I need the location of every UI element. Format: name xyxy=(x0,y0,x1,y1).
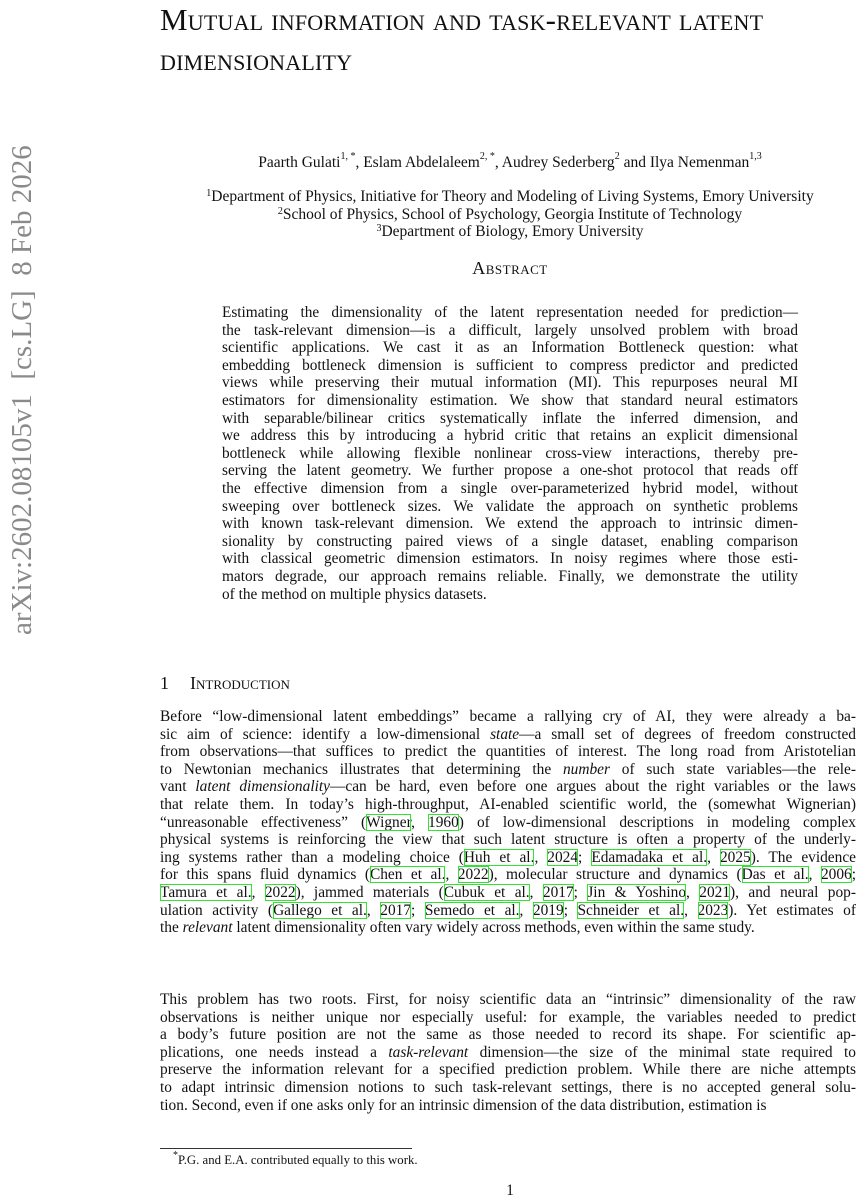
abstract-line: embedding bottleneck dimension is sufficient to compress predictor and predicted xyxy=(222,356,798,374)
body-text: ), jammed materials ( xyxy=(295,883,444,901)
emphasized-text: latent dimensionality xyxy=(195,778,330,796)
text-line xyxy=(160,1044,856,1062)
body-text: This problem has two roots. First, for noisy scientific data an “intrinsic” dimensionality of the raw xyxy=(160,991,856,1008)
text-line xyxy=(160,991,856,1009)
citation-link[interactable]: 2006 xyxy=(820,866,852,884)
text-line xyxy=(160,1079,856,1097)
paragraph xyxy=(160,708,856,937)
body-text: , xyxy=(808,866,821,884)
text-line xyxy=(160,796,856,814)
text-line xyxy=(160,726,856,744)
abstract-line: bottleneck while allowing flexible nonlinear cross-view interactions, thereby pre- xyxy=(222,444,798,462)
body-text: ulation activity ( xyxy=(160,901,274,919)
affiliation-text: School of Physics, School of Psychology, Georgia Institute of Technology xyxy=(282,205,743,223)
body-text: , xyxy=(534,848,548,866)
body-text: preserve the information relevant for a specified prediction problem. While there are niche attempts xyxy=(160,1061,856,1079)
emphasized-text: relevant xyxy=(182,919,233,937)
body-text: dimension—the size of the minimal state required to xyxy=(468,1043,856,1061)
author-name: Audrey Sederberg xyxy=(501,154,615,171)
body-text: —can be hard, even before one argues about the right variables or the laws xyxy=(329,778,856,796)
affiliation-line xyxy=(160,206,860,224)
body-text: sic aim of science: identify a low-dimensional xyxy=(160,725,491,743)
body-text: ), molecular structure and dynamics ( xyxy=(488,866,742,884)
author-separator: and xyxy=(619,154,650,171)
text-line xyxy=(160,884,856,902)
citation-link[interactable]: 2023 xyxy=(697,901,729,919)
section-title: Introduction xyxy=(190,673,290,693)
body-text: “unreasonable effectiveness” ( xyxy=(160,813,367,831)
affiliation-line xyxy=(160,188,860,206)
author-affiliation-mark: 2 xyxy=(614,151,620,162)
body-text: , xyxy=(686,883,700,901)
body-text: , xyxy=(366,901,381,919)
citation-link[interactable]: Edamadaka et al. xyxy=(591,848,708,866)
body-text: to Newtonian mechanics illustrates that determining the xyxy=(160,760,563,778)
emphasized-text: number xyxy=(562,760,610,778)
citation-link[interactable]: Schneider et al. xyxy=(577,901,685,919)
text-line xyxy=(160,866,856,884)
arxiv-identifier: arXiv:2602.08105v1 [cs.LG] 8 Feb 2026 xyxy=(6,145,38,635)
body-text: latent dimensionality often vary widely across methods, even within the same study. xyxy=(232,919,755,937)
body-text: ; xyxy=(851,866,856,884)
emphasized-text: task-relevant xyxy=(388,1043,469,1061)
author-affiliation-mark: 1, * xyxy=(340,151,356,162)
text-line xyxy=(160,1061,856,1079)
text-line xyxy=(160,708,856,726)
body-text: a body’s future position are not the same as those needed to record its shape. For scientific ap- xyxy=(160,1026,856,1044)
title-line-2: dimensionality xyxy=(160,42,353,77)
body-text: , xyxy=(707,848,720,866)
author-affiliation-mark: 2, * xyxy=(479,151,495,162)
paper-title xyxy=(160,0,860,80)
affiliation-mark: 2 xyxy=(277,205,283,217)
body-text: ), and neural pop- xyxy=(730,883,856,901)
citation-link[interactable]: Wigner xyxy=(366,813,412,831)
body-text: observations is neither unique nor especially useful: for example, the variables needed to predict xyxy=(160,1008,856,1026)
text-line xyxy=(160,1097,856,1115)
abstract-line: with known task-relevant dimension. We extend the approach to intrinsic dimen- xyxy=(222,515,798,533)
citation-link[interactable]: Jin & Yoshino xyxy=(587,883,687,901)
text-line xyxy=(160,902,856,920)
abstract-line: mators degrade, our approach remains reliable. Finally, we demonstrate the utility xyxy=(222,567,798,585)
abstract-line: of the method on multiple physics datasets. xyxy=(222,585,487,603)
section-number: 1 xyxy=(160,673,169,693)
footnote-mark: * xyxy=(173,1150,178,1161)
body-text: , xyxy=(411,813,428,831)
affiliation-text: Department of Physics, Initiative for Theory and Modeling of Living Systems, Emory University xyxy=(211,188,814,205)
citation-link[interactable]: Semedo et al. xyxy=(424,901,520,919)
abstract-line: estimators for dimensionality estimation. We show that standard neural estimators xyxy=(222,391,798,409)
abstract-line: we address this by introducing a hybrid critic that retains an explicit dimensional xyxy=(222,427,798,445)
citation-link[interactable]: 2017 xyxy=(542,883,574,901)
text-line xyxy=(160,743,856,761)
body-text: that relate them. In today’s high-throughput, AI-enabled scientific world, the (somewhat Wignerian) xyxy=(160,795,856,813)
body-text: , xyxy=(684,901,698,919)
footnote-text: P.G. and E.A. contributed equally to this work. xyxy=(178,1153,418,1167)
abstract-body xyxy=(222,304,798,603)
author-affiliation-mark: 1,3 xyxy=(749,151,762,162)
text-line xyxy=(160,778,856,796)
abstract-line: with separable/bilinear critics systematically inflate the inferred dimension, and xyxy=(222,409,798,427)
body-text: , xyxy=(445,866,458,884)
abstract-line: with classical geometric dimension estimators. In noisy regimes where those esti- xyxy=(222,550,798,568)
text-line xyxy=(160,1026,856,1044)
body-text: ; xyxy=(578,848,592,866)
citation-link[interactable]: 2024 xyxy=(547,848,579,866)
paragraph xyxy=(160,991,856,1114)
author-list xyxy=(160,151,860,172)
text-line xyxy=(160,814,856,832)
citation-link[interactable]: 2022 xyxy=(264,883,296,901)
affiliation-mark: 1 xyxy=(206,188,212,199)
citation-link[interactable]: Gallego et al. xyxy=(273,901,367,919)
body-text: ) of low-dimensional descriptions in modeling complex xyxy=(458,813,857,831)
body-text: for this spans fluid dynamics ( xyxy=(160,866,370,884)
body-text: ; xyxy=(563,901,578,919)
text-line xyxy=(160,1009,856,1027)
title-line-1: Mutual information and task-relevant latent xyxy=(160,2,764,37)
citation-link[interactable]: Chen et al. xyxy=(369,866,446,884)
author-name: Paarth Gulati xyxy=(258,154,341,171)
text-line xyxy=(160,919,856,937)
footnote-rule xyxy=(160,1148,412,1149)
abstract-line: views while preserving their mutual information (MI). This repurposes neural MI xyxy=(222,374,798,392)
abstract-line: the task-relevant dimension—is a difficult, largely unsolved problem with broad xyxy=(222,321,798,339)
emphasized-text: state xyxy=(490,725,520,743)
body-text: ing systems rather than a modeling choice ( xyxy=(160,848,464,866)
citation-link[interactable]: Tamura et al. xyxy=(160,883,252,901)
abstract-line: sweeping over bottleneck sizes. We validate the approach on synthetic problems xyxy=(222,497,798,515)
citation-link[interactable]: 2017 xyxy=(380,901,412,919)
body-text: ). The evidence xyxy=(750,848,857,866)
abstract-line: Estimating the dimensionality of the latent representation needed for prediction— xyxy=(222,304,798,321)
author-name: Eslam Abdelaleem xyxy=(363,154,480,171)
abstract-heading: Abstract xyxy=(472,258,548,278)
body-text: , xyxy=(519,901,533,919)
citation-link[interactable]: Cubuk et al. xyxy=(443,883,530,901)
citation-link[interactable]: 2022 xyxy=(457,866,489,884)
footnote xyxy=(173,1150,418,1168)
citation-link[interactable]: Huh et al. xyxy=(463,848,535,866)
body-text: to adapt intrinsic dimension notions to such task-relevant settings, there is no accepted general solu- xyxy=(160,1078,856,1096)
body-text: from observations—that suffices to predict the quantities of interest. The long road from Aristotelian xyxy=(160,743,856,761)
text-line xyxy=(160,849,856,867)
abstract-line: sionality by constructing paired views of a single dataset, enabling comparison xyxy=(222,532,798,550)
abstract-line: the effective dimension from a single over-parameterized hybrid model, without xyxy=(222,479,798,497)
abstract-line: serving the latent geometry. We further propose a one-shot protocol that reads off xyxy=(222,462,798,480)
page-number: 1 xyxy=(506,1182,514,1199)
citation-link[interactable]: 2019 xyxy=(532,901,564,919)
body-text: ). Yet estimates of xyxy=(728,901,857,919)
author-separator: , xyxy=(494,154,502,171)
affiliation-text: Department of Biology, Emory University xyxy=(381,223,644,240)
body-text: tion. Second, even if one asks only for an intrinsic dimension of the data distribution, estimation is xyxy=(160,1096,767,1114)
body-text: of such state variables—the rele- xyxy=(609,760,857,778)
body-text: , xyxy=(529,883,543,901)
citation-link[interactable]: 2025 xyxy=(719,848,751,866)
author-separator: , xyxy=(355,154,364,171)
body-text: Before “low-dimensional latent embeddings” became a rallying cry of AI, they were already a ba- xyxy=(160,708,856,725)
text-line xyxy=(160,761,856,779)
body-text: plications, one needs instead a xyxy=(160,1043,389,1061)
citation-link[interactable]: 2021 xyxy=(699,883,731,901)
body-text: —a small set of degrees of freedom constructed xyxy=(519,725,857,743)
affiliation-line xyxy=(160,223,860,241)
affiliation-mark: 3 xyxy=(376,223,382,234)
body-text: ; xyxy=(573,883,588,901)
author-name: Ilya Nemenman xyxy=(649,154,750,171)
citation-link[interactable]: 1960 xyxy=(428,813,459,831)
abstract-line: scientific applications. We cast it as an Information Bottleneck question: what xyxy=(222,339,798,357)
body-text: ; xyxy=(411,901,425,919)
body-text: the xyxy=(160,919,183,937)
body-text: physical systems is reinforcing the view that such latent structure is often a property of the underly- xyxy=(160,831,856,849)
affiliations xyxy=(160,188,860,241)
body-text: , xyxy=(251,883,265,901)
body-text: vant xyxy=(160,778,196,796)
section-heading xyxy=(160,673,290,694)
citation-link[interactable]: Das et al. xyxy=(741,866,809,884)
text-line xyxy=(160,831,856,849)
